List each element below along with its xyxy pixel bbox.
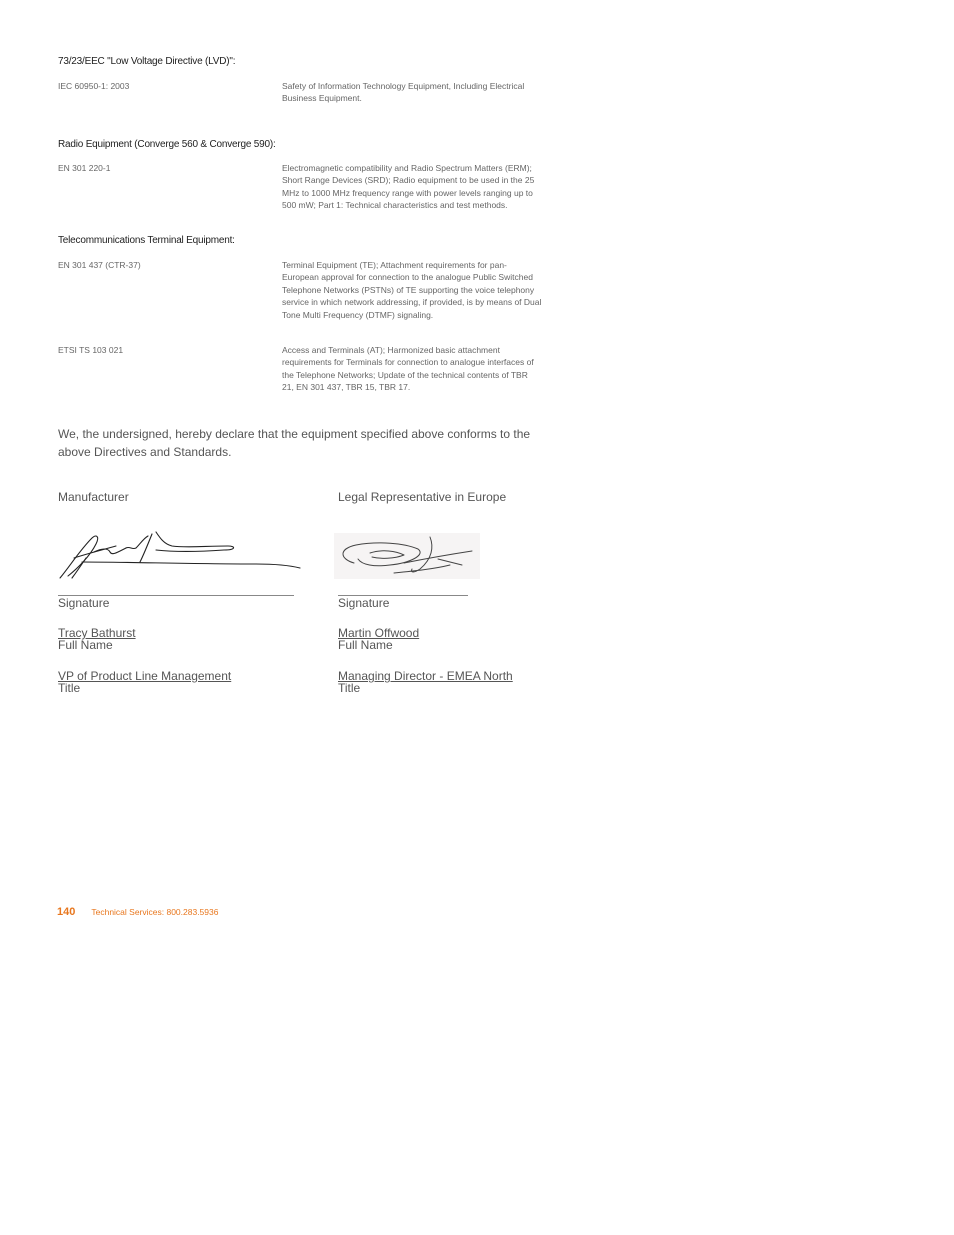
manufacturer-signature-image bbox=[56, 528, 306, 584]
manufacturer-full-name-block bbox=[58, 627, 136, 651]
lvd-standard-iec-60950: IEC 60950-1: 2003 bbox=[58, 81, 130, 91]
lvd-heading: 73/23/EEC "Low Voltage Directive (LVD)": bbox=[58, 56, 236, 67]
manufacturer-title: VP of Product Line Management bbox=[58, 669, 232, 683]
telecom-description-en-301-437: Terminal Equipment (TE); Attachment requirements for pan-European approval for connection to the analogue Public Switched Telephone Networks (PSTNs) of TE supporting the voice telephony service in which network addressing, if provided, is by means of Dual Tone Multi Frequency (DTMF) signaling. bbox=[282, 260, 542, 320]
radio-heading: Radio Equipment (Converge 560 & Converge 590): bbox=[58, 139, 276, 150]
page-number: 140 bbox=[57, 906, 76, 918]
declaration-statement: We, the undersigned, hereby declare that the equipment specified above conforms to the above Directives and Standards. bbox=[58, 427, 531, 459]
technical-services-phone: Technical Services: 800.283.5936 bbox=[91, 907, 219, 917]
representative-full-name: Martin Offwood bbox=[338, 626, 420, 640]
representative-signature-image bbox=[334, 533, 480, 579]
manufacturer-title-block bbox=[58, 670, 231, 694]
lvd-description-iec-60950: Safety of Information Technology Equipment, Including Electrical Business Equipment. bbox=[282, 81, 525, 104]
manufacturer-title-label: Title bbox=[58, 681, 81, 695]
manufacturer-heading: Manufacturer bbox=[58, 490, 129, 504]
manufacturer-full-name: Tracy Bathurst bbox=[58, 626, 136, 640]
telecom-description-etsi-ts-103-021: Access and Terminals (AT); Harmonized basic attachment requirements for Terminals for connection to analogue interfaces of the Telephone Networks; Update of the technical contents of TBR 21, EN 301 437, TBR 15, TBR 17. bbox=[282, 345, 534, 393]
page-footer bbox=[57, 902, 218, 920]
manufacturer-signature-label: Signature bbox=[58, 596, 110, 610]
telecom-standard-etsi-ts-103-021: ETSI TS 103 021 bbox=[58, 345, 124, 355]
representative-heading: Legal Representative in Europe bbox=[338, 490, 507, 504]
representative-signature-label: Signature bbox=[338, 596, 390, 610]
representative-title-block bbox=[338, 670, 513, 694]
radio-standard-en-301-220: EN 301 220-1 bbox=[58, 163, 111, 173]
representative-full-name-block bbox=[338, 627, 419, 651]
telecom-heading: Telecommunications Terminal Equipment: bbox=[58, 235, 235, 246]
telecom-standard-en-301-437: EN 301 437 (CTR-37) bbox=[58, 260, 141, 270]
representative-full-name-label: Full Name bbox=[338, 638, 393, 652]
manufacturer-full-name-label: Full Name bbox=[58, 638, 113, 652]
representative-title-label: Title bbox=[338, 681, 361, 695]
representative-title: Managing Director - EMEA North bbox=[338, 669, 513, 683]
radio-description-en-301-220: Electromagnetic compatibility and Radio Spectrum Matters (ERM); Short Range Devices (SRD); Radio equipment to be used in the 25 MHz to 1000 MHz frequency range with power levels ranging up to 500 mW; Part 1: Technical characteristics and test methods. bbox=[282, 163, 535, 211]
